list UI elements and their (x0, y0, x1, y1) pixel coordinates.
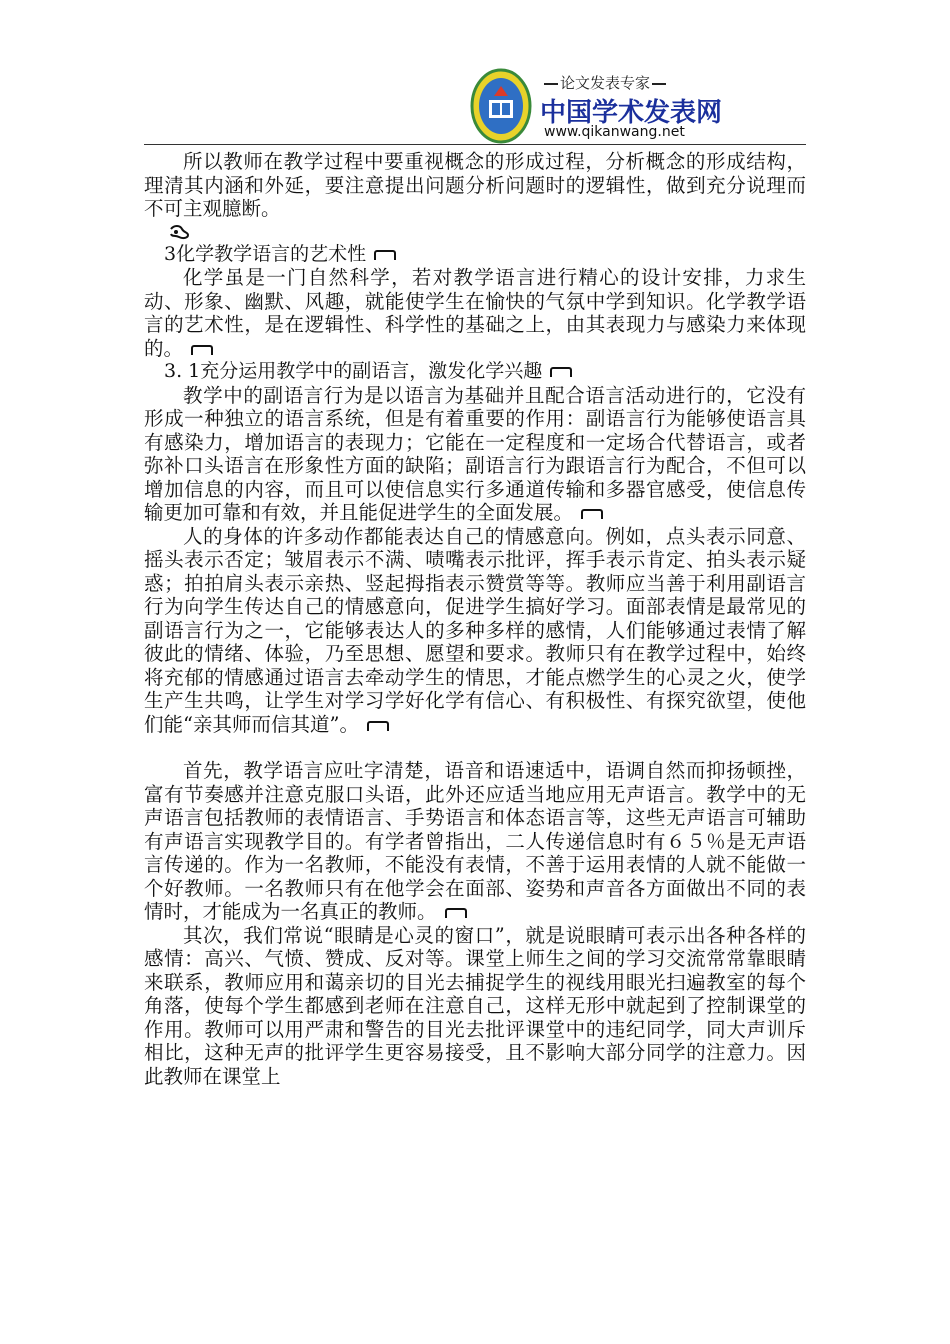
paragraph-concepts: 所以教师在教学过程中要重视概念的形成过程，分析概念的形成结构，理清其内涵和外延，要注意提出问题分析问题时的逻辑性，做到充分说理而不可主观臆断。 (144, 150, 806, 220)
section-heading-3-1: 3. 1充分运用教学中的副语言，激发化学兴趣 (144, 360, 806, 384)
paragraph-first: 首先，教学语言应吐字清楚，语音和语速适中，语调自然而抑扬顿挫，富有节奏感并注意克服口头语，此外还应适当地应用无声语言。教学中的无声语言包括教师的表情语言、手势语言和体态语言等，这些无声语言可辅助有声语言实现教学目的。有学者曾指出，二人传递信息时有６５％是无声语言传递的。作为一名教师，不能没有表情，不善于运用表情的人就不能做一个好教师。一名教师只有在他学会在面部、姿势和声音各方面做出不同的表情时，才能成为一名真正的教师。 (144, 759, 806, 923)
header-rule (144, 144, 806, 145)
logo-url: www.qikanwang.net (544, 124, 685, 140)
paragraph-mark-icon (374, 250, 396, 260)
paragraph-paralanguage: 教学中的副语言行为是以语言为基础并且配合语言活动进行的，它没有形成一种独立的语言系统，但是有着重要的作用：副语言行为能够使语言具有感染力，增加语言的表现力；它能在一定程度和一定场合代替语言，或者弥补口头语言在形象性方面的缺陷；副语言行为跟语言行为配合，不但可以增加信息的内容，而且可以使信息实行多通道传输和多器官感受，使信息传输更加可靠和有效，并且能促进学生的全面发展。 (144, 383, 806, 524)
document-body (144, 150, 806, 1088)
logo-slogan: 论文发表专家 (542, 72, 668, 93)
blank-line (144, 736, 806, 759)
paragraph-mark-icon (445, 908, 467, 918)
paragraph-second: 其次，我们常说“眼睛是心灵的窗口”，就是说眼睛可表示出各种各样的感情：高兴、气愤、赞成、反对等。课堂上师生之间的学习交流常常靠眼睛来联系，教师应用和蔼亲切的目光去捕捉学生的视线用眼光扫遍教室的每个角落，使每个学生都感到老师在注意自己，这样无形中就起到了控制课堂的作用。教师可以用严肃和警告的目光去批评课堂中的违纪同学，同大声训斥相比，这种无声的批评学生更容易接受，且不影响大部分同学的注意力。因此教师在课堂上 (144, 923, 806, 1088)
section-heading-3: 3化学教学语言的艺术性 (144, 243, 806, 267)
anchor-icon (168, 223, 190, 243)
logo-site-name: 中国学术发表网 (540, 98, 723, 128)
paragraph-mark-icon (367, 721, 389, 731)
seal-logo-icon (470, 68, 532, 144)
paragraph-body-language: 人的身体的许多动作都能表达自己的情感意向。例如，点头表示同意、摇头表示否定；皱眉表示不满、啧嘴表示批评，挥手表示肯定、拍头表示疑惑；拍拍肩头表示亲热、竖起拇指表示赞赏等等。教师应当善于利用副语言行为向学生传达自己的情感意向，促进学生搞好学习。面部表情是最常见的副语言行为之一，它能够表达人的多种多样的感情，人们能够通过表情了解彼此的情绪、体验，乃至思想、愿望和要求。教师只有在教学过程中，始终将充郁的情感通过语言去牵动学生的情思，才能点燃学生的心灵之火，使学生产生共鸣，让学生对学习学好化学有信心、有积极性、有探究欲望，使他们能“亲其师而信其道”。 (144, 524, 806, 736)
site-logo (470, 68, 723, 144)
paragraph-mark-icon (550, 367, 572, 377)
paragraph-artistry: 化学虽是一门自然科学，若对教学语言进行精心的设计安排，力求生动、形象、幽默、风趣，就能使学生在愉快的气氛中学到知识。化学教学语言的艺术性，是在逻辑性、科学性的基础之上，由其表现力与感染力来体现的。 (144, 266, 806, 360)
paragraph-mark-icon (581, 509, 603, 519)
paragraph-mark-icon (191, 345, 213, 355)
